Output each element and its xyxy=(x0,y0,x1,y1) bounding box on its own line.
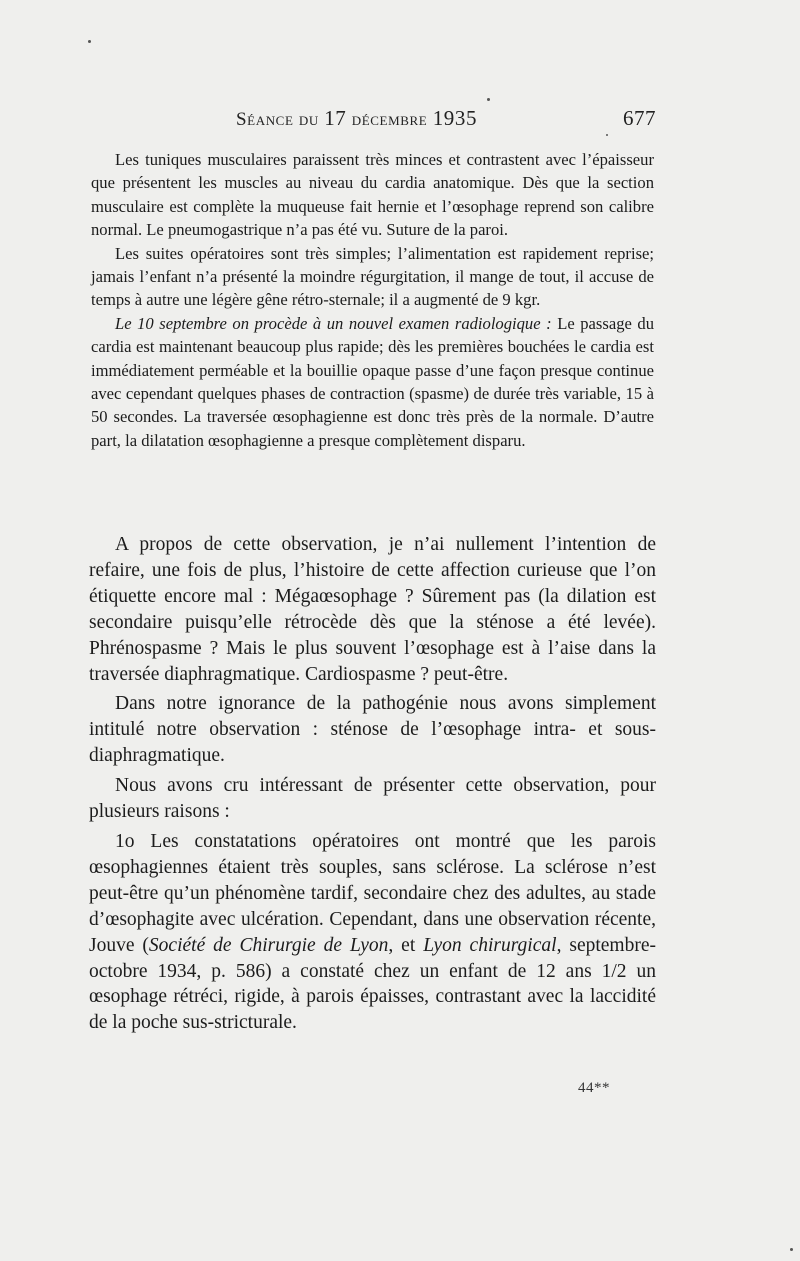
header-year: 1935 xyxy=(432,106,478,130)
paragraph-ignorance: Dans notre ignorance de la pathogénie nous avons simplement intitulé notre observation : sténose de l’œsophage intra- et sous-diaphragmatique. xyxy=(89,693,656,767)
small-print-section xyxy=(91,148,654,452)
running-header xyxy=(236,106,656,132)
header-day: 17 xyxy=(324,106,347,130)
paragraph-reasons: Nous avons cru intéressant de présenter cette observation, pour plusieurs raisons : xyxy=(89,775,656,823)
main-text-section xyxy=(89,532,656,1036)
radiologic-text: Le passage du cardia est maintenant beaucoup plus rapide; dès les premières bouchées le cardia est immédiatement perméable et la bouillie opaque passe d’une façon presque continue avec cependant quelques phases de contraction (spasme) de durée très variable, 15 à 50 secondes. La traversée œsophagienne est donc très près de la normale. D’autre part, la dilatation œsophagienne a presque complètement disparu. xyxy=(91,313,655,450)
paper-speck xyxy=(487,98,490,101)
paper-speck xyxy=(606,134,608,136)
point-one-text-3: , septembre-octobre 1934, p. 586) a constaté chez un enfant de 12 ans 1/2 un œsophage rétréci, rigide, à parois épaisses, contrastant avec la laccidité de la poche sus-stricturale. xyxy=(89,934,656,1034)
printer-signature-mark: 44** xyxy=(578,1080,610,1096)
page-number: 677 xyxy=(623,106,656,130)
citation-lyon-chirurgical: Lyon chirurgical xyxy=(423,934,557,956)
point-one-text-2: , et xyxy=(388,934,424,956)
paragraph-discussion: A propos de cette observation, je n’ai nullement l’intention de refaire, une fois de plus, l’histoire de cette affection curieuse que l’on étiquette encore mal : Mégaœsophage ? Sûrement pas (la dilation est secondaire puisqu’elle rétrocède dès que la sténose a été levée). Phrénospasme ? Mais le plus souvent l’œsophage est à l’aise dans la traversée diaphragmatique. Cardiospasme ? peut-être. xyxy=(89,534,656,685)
running-title xyxy=(236,106,477,131)
point-number: 1o xyxy=(115,830,135,852)
italic-lead: Le 10 septembre on procède à un nouvel examen radiologique : xyxy=(115,313,552,333)
seance-label: Séance du xyxy=(236,109,319,130)
point-one-text-1: Les constatations opératoires ont montré que les parois œsophagiennes étaient très souples, sans sclérose. La sclérose n’est peut-être qu’un phénomène tardif, secondaire chez des adultes, au stade d’œsophagite avec ulcération. Cependant, dans une observation récente, Jouve ( xyxy=(89,830,657,956)
paragraph-radiologic-exam xyxy=(91,312,654,452)
citation-societe: Société de Chirurgie de Lyon xyxy=(148,934,389,956)
paragraph-operative-findings: Les tuniques musculaires paraissent très minces et contrastent avec l’épaisseur que présentent les muscles au niveau du cardia anatomique. Dès que la section musculaire est complète la muqueuse fait hernie et l’œsophage reprend son calibre normal. Le pneumogastrique n’a pas été vu. Suture de la paroi. xyxy=(91,150,654,240)
paper-speck xyxy=(88,40,91,43)
paper-speck xyxy=(790,1248,793,1251)
header-month: décembre xyxy=(351,109,428,130)
paragraph-postoperative: Les suites opératoires sont très simples; l’alimentation est rapidement reprise; jamais l’enfant n’a présenté la moindre régurgitation, il mange de tout, il accuse de temps à autre une légère gêne rétro-sternale; il a augmenté de 9 kgr. xyxy=(91,243,654,310)
paragraph-point-one xyxy=(89,829,656,1036)
